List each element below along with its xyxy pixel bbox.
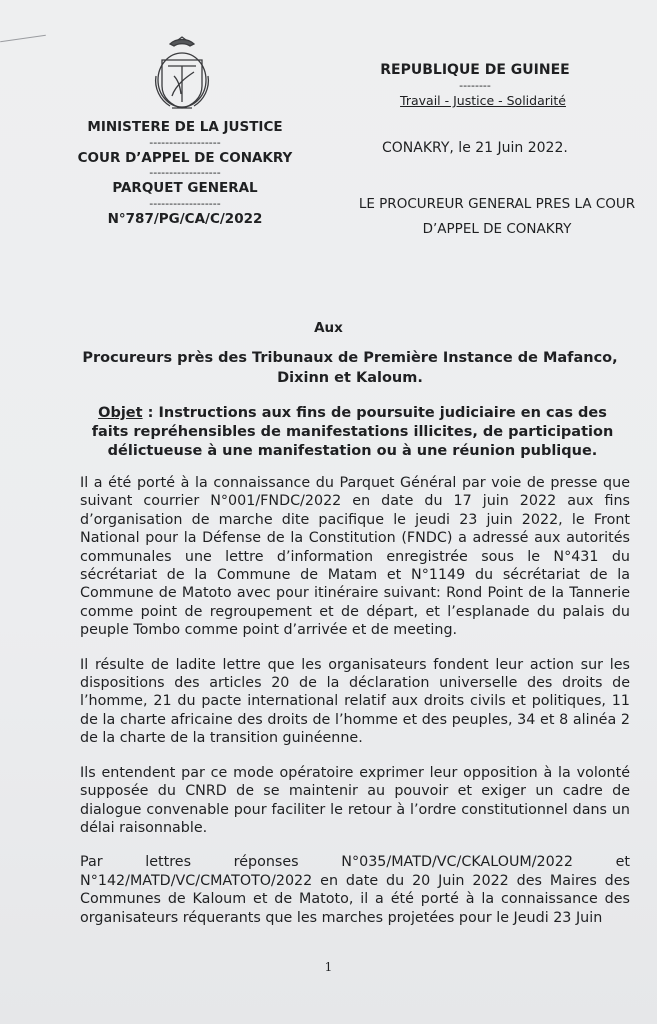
separator-line: ------------------ <box>149 135 221 149</box>
body-paragraph: Par lettres réponses N°035/MATD/VC/CKALOUM/2022 et N°142/MATD/VC/CMATOTO/2022 en date du 20 Juin 2022 des Maires des Communes de Kaloum et de Matoto, il a été porté à la connaissance des organisateurs réquerants que les marches projetées pour le Jeudi 23 Juin <box>80 854 630 926</box>
letter-body <box>80 474 630 943</box>
body-paragraph: Ils entendent par ce mode opératoire exprimer leur opposition à la volonté supposée du CNRD de se maintenir au pouvoir et exiger un cadre de dialogue convenable pour faciliter le retour à l’ordre constitutionnel dans un délai raisonnable. <box>80 764 630 836</box>
corner-scan-line <box>0 35 46 42</box>
body-paragraph: Il résulte de ladite lettre que les organisateurs fondent leur action sur les dispositions des articles 20 de la déclaration universelle des droits de l’homme, 21 du pacte international relatif aux droits civils et politiques, 11 de la charte africaine des droits de l’homme et des peuples, 34 et 8 alinéa 2 de la charte de la transition guinéenne. <box>80 656 630 747</box>
republic-block <box>340 60 640 110</box>
parquet-name: PARQUET GENERAL <box>112 180 258 196</box>
subject-label: Objet <box>98 405 143 421</box>
subject-separator: : <box>142 405 159 421</box>
document-date: CONAKRY, le 21 Juin 2022. <box>382 140 568 156</box>
separator-line: ------------------ <box>149 166 221 179</box>
national-motto: Travail - Justice - Solidarité <box>400 93 566 108</box>
issuing-authority-block <box>60 118 310 228</box>
addressee-recipients: Procureurs près des Tribunaux de Première Instance de Mafanco, Dixinn et Kaloum. <box>82 350 618 386</box>
court-name: COUR D’APPEL DE CONAKRY <box>77 149 293 166</box>
guinea-coat-of-arms-emblem <box>148 36 216 112</box>
separator-line: -------- <box>459 79 491 92</box>
sender-title <box>340 192 654 242</box>
page-number: 1 <box>324 960 333 974</box>
subject-text: Instructions aux fins de poursuite judiciaire en cas des faits repréhensibles de manifestations illicites, de participation délictueuse à une manifestation ou à une réunion publique. <box>91 405 614 459</box>
sender-line: LE PROCUREUR GENERAL PRES LA COUR <box>358 196 636 212</box>
separator-line: ------------------ <box>149 196 221 210</box>
addressee-prefix: Aux <box>314 320 343 336</box>
ministry-name: MINISTERE DE LA JUSTICE <box>87 119 283 135</box>
body-paragraph: Il a été porté à la connaissance du Parquet Général par voie de presse que suivant courrier N°001/FNDC/2022 en date du 17 juin 2022 aux fins d’organisation de marche dite pacifique le jeudi 23 juin 2022, le Front National pour la Défense de la Constitution (FNDC) a adressé aux autorités communales une lettre d’information enregistrée sous le N°431 du sécrétariat de la Commune de Matam et N°1149 du sécrétariat de la Commune de Matoto avec pour itinéraire suivant: Rond Point de la Tannerie comme point de regroupement et de départ, et l’esplanade du palais du peuple Tombo comme point d’arrivée et de meeting. <box>80 475 630 639</box>
reference-number: N°787/PG/CA/C/2022 <box>107 210 263 227</box>
subject-block <box>80 404 625 461</box>
republic-name: REPUBLIQUE DE GUINEE <box>380 62 570 78</box>
sender-line: D’APPEL DE CONAKRY <box>422 221 572 237</box>
